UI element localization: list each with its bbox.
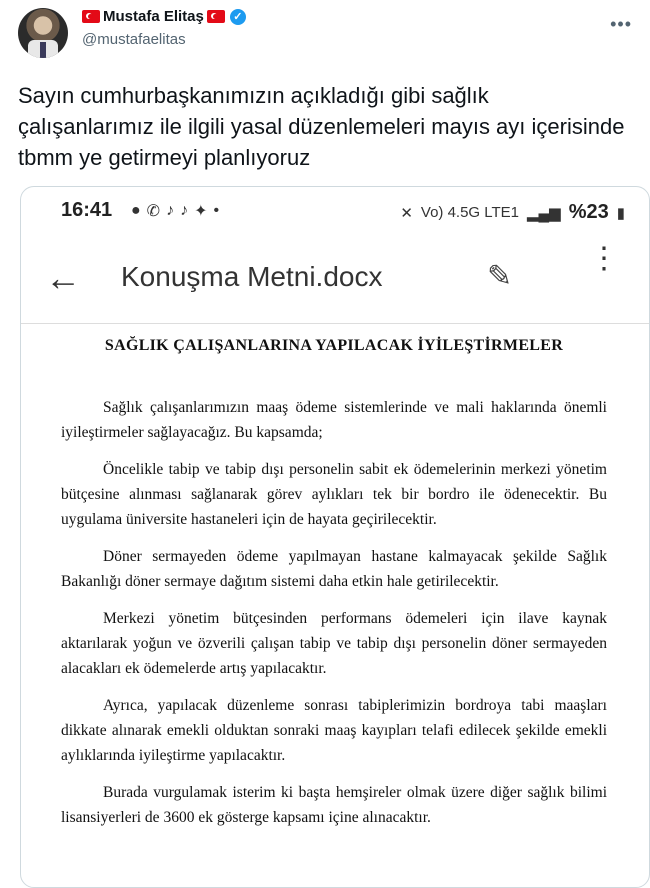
author-name[interactable]: Mustafa Elitaş <box>103 8 204 25</box>
twitter-icon: ✦ <box>194 203 208 220</box>
battery-level: %23 <box>568 201 609 223</box>
avatar-tie <box>40 42 46 58</box>
status-time: 16:41 <box>61 199 113 221</box>
mute-icon: ✕ <box>400 204 413 222</box>
battery-icon: ▮ <box>616 204 625 222</box>
document-heading: SAĞLIK ÇALIŞANLARINA YAPILACAK İYİLEŞTİRMELER <box>104 337 564 354</box>
phone-status-bar <box>21 187 649 235</box>
document-paragraph: Öncelikle tabip ve tabip dışı personelin sabit ek ödemelerinin merkezi yönetim bütçesine alınması sağlanarak görev aylıkları tek bir bordro ile ödenecektir. Bu uygulama üniversite hastaneleri için de hayata geçirilecektir. <box>61 461 607 528</box>
pencil-edit-icon[interactable]: ✎ <box>487 260 513 293</box>
document-paragraph: Döner sermayeden ödeme yapılmayan hastane kalmayacak şekilde Sağlık Bakanlığı döner sermaye dağıtım sistemi daha etkin hale getirilecektir. <box>61 548 607 590</box>
tiktok-icon: ♪ <box>180 202 189 219</box>
document-body <box>61 337 607 842</box>
author-handle[interactable]: @mustafaelitas <box>82 31 186 48</box>
tweet-text: Sayın cumhurbaşkanımızın açıkladığı gibi sağlık çalışanlarımız ile ilgili yasal düzenlemeleri mayıs ayı içerisinde tbmm ye getirmeyi planlıyoruz <box>18 83 625 170</box>
doc-app-bar <box>21 235 649 324</box>
network-label: Vo) 4.5G LTE1 <box>420 204 519 221</box>
document-paragraph: Ayrıca, yapılacak düzenleme sonrası tabiplerimizin bordroya tabi maaşları dikkate alınarak emekli olduktan sonraki maaş kayıpları telafi edilecek şekilde emekli aylıklarında iyileştirme yapılacaktır. <box>61 697 607 764</box>
more-options-icon[interactable]: ••• <box>610 14 632 34</box>
verified-badge-icon: ✓ <box>230 9 246 25</box>
status-app-icons <box>131 201 219 221</box>
dot-icon: • <box>213 202 220 219</box>
back-arrow-icon[interactable]: ← <box>45 257 81 298</box>
tiktok-icon: ♪ <box>166 202 175 219</box>
bip-icon: ● <box>131 202 141 219</box>
document-paragraph: Burada vurgulamak isterim ki başta hemşireler olmak üzere diğer sağlık bilimi lisansiyerleri de 3600 ek gösterge kapsamı içine alınacaktır. <box>61 784 607 826</box>
signal-icon: ▂▄▆ <box>527 204 561 222</box>
attached-image[interactable] <box>20 186 650 888</box>
turkish-flag-icon <box>82 10 100 23</box>
document-title: Konuşma Metni.docx <box>121 261 383 292</box>
avatar[interactable] <box>18 8 68 58</box>
document-paragraph: Merkezi yönetim bütçesinden performans ödemeleri için ilave kaynak aktarılarak yoğun ve özverili çalışan tabip ve tabip dışı personelin döner sermayeden alacakları ek ödemelerde artış yapılacaktır. <box>61 610 607 677</box>
author-name-row[interactable] <box>82 8 246 25</box>
kebab-menu-icon[interactable]: ⋮ <box>589 242 619 275</box>
turkish-flag-icon <box>207 10 225 23</box>
phone-call-icon: ✆ <box>146 203 161 220</box>
status-indicators <box>400 201 625 224</box>
document-paragraph: Sağlık çalışanlarımızın maaş ödeme sistemlerinde ve mali haklarında önemli iyileştirmeler sağlayacağız. Bu kapsamda; <box>61 399 607 441</box>
